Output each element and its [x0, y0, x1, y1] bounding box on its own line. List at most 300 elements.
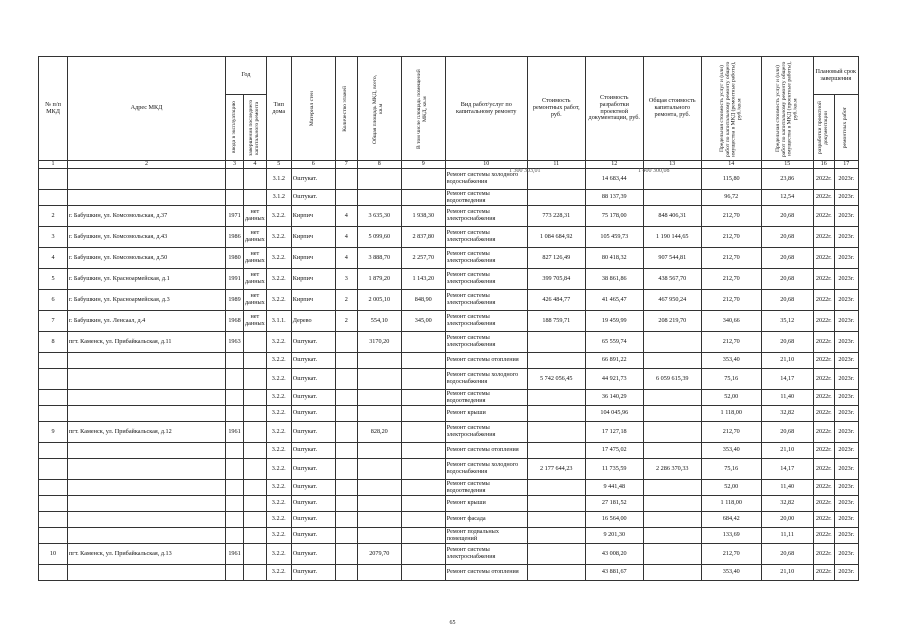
cell-work-cost — [527, 406, 585, 422]
cell-address: пгт. Каменск, ул. Прибайкальская, д.11 — [68, 332, 226, 353]
cell-premises-area — [401, 332, 445, 353]
cell-work-type: Ремонт подвальных помещений — [445, 528, 527, 544]
cell-last-repair-year — [244, 443, 267, 459]
col-number: 17 — [834, 161, 858, 169]
cell-address — [68, 353, 226, 369]
cell-last-repair-year — [244, 332, 267, 353]
cell-wall-material: Кирпич — [291, 290, 335, 311]
table-row — [39, 422, 859, 443]
cell-design-cost: 14 683,44 — [585, 169, 643, 190]
cell-commission-year — [226, 390, 244, 406]
cell-limit-design: 20,68 — [761, 227, 813, 248]
cell-design-cost: 9 441,48 — [585, 480, 643, 496]
cell-house-type: 3.2.2. — [266, 565, 291, 581]
cell-commission-year: 1961 — [226, 544, 244, 565]
cell-work-type: Ремонт системы электроснабжения — [445, 248, 527, 269]
cell-total-area: 828,20 — [357, 422, 401, 443]
cell-floors — [335, 422, 357, 443]
cell-wall-material: Оштукат. — [291, 406, 335, 422]
cell-work-type: Ремонт системы электроснабжения — [445, 290, 527, 311]
cell-design-cost: 38 861,86 — [585, 269, 643, 290]
cell-total-area: 554,10 — [357, 311, 401, 332]
cell-limit-repair: 212,70 — [701, 544, 761, 565]
cell-house-type: 3.1.2 — [266, 169, 291, 190]
cell-floors — [335, 390, 357, 406]
cell-limit-design: 32,82 — [761, 406, 813, 422]
cell-design-cost: 27 181,52 — [585, 496, 643, 512]
cell-total-cost: 848 406,31 — [643, 206, 701, 227]
cell-house-type: 3.2.2. — [266, 406, 291, 422]
cell-premises-area — [401, 459, 445, 480]
cell-limit-design: 20,68 — [761, 544, 813, 565]
col-number: 11 — [527, 161, 585, 169]
cell-term-repair: 2023г. — [834, 169, 858, 190]
cell-limit-design: 21,10 — [761, 353, 813, 369]
cell-term-repair: 2023г. — [834, 190, 858, 206]
cell-term-repair: 2023г. — [834, 332, 858, 353]
cell-work-cost — [527, 332, 585, 353]
cell-total-cost — [643, 528, 701, 544]
cell-premises-area — [401, 169, 445, 190]
cell-row-number — [39, 459, 68, 480]
cell-premises-area — [401, 480, 445, 496]
cell-total-cost: 467 950,24 — [643, 290, 701, 311]
cell-total-area: 2 005,10 — [357, 290, 401, 311]
cell-wall-material: Оштукат. — [291, 512, 335, 528]
cell-limit-design: 12,54 — [761, 190, 813, 206]
col-number: 6 — [291, 161, 335, 169]
cell-work-type: Ремонт системы электроснабжения — [445, 227, 527, 248]
cell-house-type: 3.2.2. — [266, 390, 291, 406]
cell-floors — [335, 332, 357, 353]
cell-total-area — [357, 353, 401, 369]
cell-wall-material: Кирпич — [291, 269, 335, 290]
cell-address — [68, 480, 226, 496]
cell-limit-design: 20,68 — [761, 206, 813, 227]
cell-design-cost: 105 459,73 — [585, 227, 643, 248]
cell-house-type: 3.2.2. — [266, 443, 291, 459]
cell-commission-year — [226, 353, 244, 369]
cell-total-area — [357, 390, 401, 406]
cell-total-cost: 2 286 370,33 — [643, 459, 701, 480]
cell-limit-repair: 115,80 — [701, 169, 761, 190]
cell-total-area: 2079,70 — [357, 544, 401, 565]
cell-limit-repair: 1 118,00 — [701, 496, 761, 512]
cell-design-cost: 11 735,59 — [585, 459, 643, 480]
cell-work-cost: 827 126,49 — [527, 248, 585, 269]
cell-design-cost: 104 045,96 — [585, 406, 643, 422]
cell-total-area: 1 879,20 — [357, 269, 401, 290]
cell-total-cost — [643, 496, 701, 512]
cell-commission-year: 1961 — [226, 422, 244, 443]
cell-work-type: Ремонт фасада — [445, 512, 527, 528]
cell-house-type: 3.2.2. — [266, 269, 291, 290]
cell-wall-material: Дерево — [291, 311, 335, 332]
col-number: 4 — [244, 161, 267, 169]
header-last-repair-year: завершения последнего капитального ремонта — [248, 99, 260, 156]
cell-floors: 4 — [335, 206, 357, 227]
cell-wall-material: Кирпич — [291, 206, 335, 227]
cell-limit-repair: 353,40 — [701, 443, 761, 459]
cell-term-repair: 2023г. — [834, 422, 858, 443]
cell-total-area — [357, 459, 401, 480]
cell-address — [68, 496, 226, 512]
cell-row-number — [39, 390, 68, 406]
header-limit-design: Предельная стоимость услуг и (или) работ по капитальному ремонту общего имущества в МКД (проектные работы), руб./кв.м — [774, 60, 799, 157]
cell-term-repair: 2023г. — [834, 206, 858, 227]
cell-design-cost: 17 475,02 — [585, 443, 643, 459]
cell-work-type: Ремонт системы электроснабжения — [445, 206, 527, 227]
cell-work-type: Ремонт системы холодного водоснабжения — [445, 369, 527, 390]
cell-work-cost: 426 484,77 — [527, 290, 585, 311]
cell-total-area — [357, 406, 401, 422]
cell-limit-repair: 212,70 — [701, 332, 761, 353]
cell-term-design: 2022г. — [813, 390, 834, 406]
cell-total-area: 3 635,30 — [357, 206, 401, 227]
col-number: 7 — [335, 161, 357, 169]
cell-last-repair-year — [244, 544, 267, 565]
header-design-cost: Стоимость разработки проектной документации, руб. — [585, 57, 643, 161]
cell-floors: 3 — [335, 269, 357, 290]
table-row — [39, 311, 859, 332]
cell-floors: 2 — [335, 290, 357, 311]
cell-wall-material: Оштукат. — [291, 332, 335, 353]
cell-premises-area — [401, 422, 445, 443]
cell-row-number: 10 — [39, 544, 68, 565]
cell-last-repair-year — [244, 353, 267, 369]
header-premises-area: В том числе площадь помещений МКД, кв.м — [416, 68, 429, 149]
cell-term-design: 2022г. — [813, 311, 834, 332]
cell-design-cost: 80 418,32 — [585, 248, 643, 269]
cell-last-repair-year: нет данных — [244, 206, 267, 227]
cell-wall-material: Оштукат. — [291, 369, 335, 390]
cell-term-repair: 2023г. — [834, 248, 858, 269]
cell-wall-material: Оштукат. — [291, 480, 335, 496]
cell-row-number — [39, 443, 68, 459]
cell-limit-design: 20,68 — [761, 269, 813, 290]
cell-term-design: 2022г. — [813, 443, 834, 459]
cell-work-type: Ремонт крыши — [445, 496, 527, 512]
header-row-number: № п/п МКД — [39, 57, 68, 161]
cell-work-type: Ремонт системы холодного водоснабжения — [445, 459, 527, 480]
cell-total-area — [357, 190, 401, 206]
cell-work-type: Ремонт системы водоотведения — [445, 390, 527, 406]
col-number: 2 — [68, 161, 226, 169]
cell-house-type: 3.2.2. — [266, 332, 291, 353]
cell-term-design: 2022г. — [813, 190, 834, 206]
cell-last-repair-year — [244, 169, 267, 190]
cell-total-area — [357, 443, 401, 459]
cell-last-repair-year — [244, 496, 267, 512]
cell-address: г. Бабушкин, ул. Комсомольская, д.43 — [68, 227, 226, 248]
cell-work-type: Ремонт системы холодного водоснабжения — [445, 169, 527, 190]
cell-house-type: 3.1.2 — [266, 190, 291, 206]
cell-total-cost — [643, 544, 701, 565]
cell-limit-design: 20,00 — [761, 512, 813, 528]
header-term-repair: ремонтных работ — [842, 106, 849, 149]
cell-last-repair-year — [244, 480, 267, 496]
cell-total-area — [357, 528, 401, 544]
table-row — [39, 544, 859, 565]
cell-total-cost — [643, 565, 701, 581]
cell-limit-repair: 212,70 — [701, 206, 761, 227]
cell-premises-area — [401, 565, 445, 581]
cell-term-repair: 2023г. — [834, 459, 858, 480]
cell-floors — [335, 443, 357, 459]
cell-floors: 4 — [335, 248, 357, 269]
cell-term-design: 2022г. — [813, 528, 834, 544]
cell-limit-design: 14,17 — [761, 369, 813, 390]
cell-term-repair: 2023г. — [834, 544, 858, 565]
cell-premises-area — [401, 369, 445, 390]
cell-work-type: Ремонт системы водоотведения — [445, 190, 527, 206]
cell-term-repair: 2023г. — [834, 496, 858, 512]
cell-limit-repair: 353,40 — [701, 565, 761, 581]
cell-work-cost — [527, 390, 585, 406]
cell-design-cost: 65 559,74 — [585, 332, 643, 353]
header-commission-year: ввода в эксплуатацию — [230, 101, 237, 154]
cell-limit-design: 20,68 — [761, 332, 813, 353]
cell-design-cost: 88 137,39 — [585, 190, 643, 206]
cell-commission-year: 1980 — [226, 248, 244, 269]
cell-work-type: Ремонт системы электроснабжения — [445, 544, 527, 565]
cell-address — [68, 512, 226, 528]
table-row — [39, 227, 859, 248]
cell-wall-material: Оштукат. — [291, 390, 335, 406]
cell-premises-area: 345,00 — [401, 311, 445, 332]
cell-wall-material: Оштукат. — [291, 443, 335, 459]
cell-house-type: 3.2.2. — [266, 248, 291, 269]
cell-wall-material: Оштукат. — [291, 496, 335, 512]
cell-term-repair: 2023г. — [834, 269, 858, 290]
cell-limit-repair: 133,69 — [701, 528, 761, 544]
header-total-area: Общая площадь МКД, всего, кв.м — [372, 73, 385, 144]
cell-premises-area — [401, 390, 445, 406]
cell-total-cost — [643, 353, 701, 369]
cell-work-cost — [527, 496, 585, 512]
cell-term-repair: 2023г. — [834, 565, 858, 581]
header-work-type: Вид работ/услуг по капитальному ремонту — [445, 57, 527, 161]
table-row — [39, 353, 859, 369]
cell-commission-year — [226, 528, 244, 544]
cell-term-design: 2022г. — [813, 422, 834, 443]
header-house-type: Тип дома — [266, 57, 291, 161]
cell-premises-area: 1 143,20 — [401, 269, 445, 290]
cell-address — [68, 528, 226, 544]
cell-term-repair: 2023г. — [834, 290, 858, 311]
cell-last-repair-year: нет данных — [244, 311, 267, 332]
cell-limit-design: 11,11 — [761, 528, 813, 544]
cell-limit-repair: 353,40 — [701, 353, 761, 369]
cell-wall-material: Оштукат. — [291, 459, 335, 480]
cell-row-number: 6 — [39, 290, 68, 311]
cell-term-repair: 2023г. — [834, 311, 858, 332]
cell-total-cost — [643, 480, 701, 496]
cell-limit-design: 32,82 — [761, 496, 813, 512]
cell-premises-area — [401, 512, 445, 528]
cell-address — [68, 459, 226, 480]
table-row — [39, 528, 859, 544]
cell-term-repair: 2023г. — [834, 227, 858, 248]
cell-last-repair-year — [244, 459, 267, 480]
table-row — [39, 406, 859, 422]
cell-wall-material: Кирпич — [291, 227, 335, 248]
cell-limit-repair: 1 118,00 — [701, 406, 761, 422]
cell-limit-repair: 52,00 — [701, 480, 761, 496]
cell-premises-area: 848,90 — [401, 290, 445, 311]
cell-premises-area — [401, 443, 445, 459]
cell-floors — [335, 169, 357, 190]
cell-address — [68, 190, 226, 206]
cell-work-type: Ремонт системы электроснабжения — [445, 422, 527, 443]
cell-total-area: 3170,20 — [357, 332, 401, 353]
cell-total-area: 5 099,60 — [357, 227, 401, 248]
cell-premises-area — [401, 528, 445, 544]
cell-work-cost — [527, 443, 585, 459]
cell-total-cost: 1 190 144,65 — [643, 227, 701, 248]
table-row — [39, 332, 859, 353]
cell-design-cost: 19 459,99 — [585, 311, 643, 332]
cell-limit-design: 11,40 — [761, 390, 813, 406]
cell-total-cost: 907 544,81 — [643, 248, 701, 269]
cell-term-design: 2022г. — [813, 290, 834, 311]
table-row — [39, 512, 859, 528]
cell-limit-repair: 340,66 — [701, 311, 761, 332]
cell-total-cost: 6 059 615,39 — [643, 369, 701, 390]
cell-premises-area — [401, 406, 445, 422]
cell-address: пгт. Каменск, ул. Прибайкальская, д.12 — [68, 422, 226, 443]
cell-wall-material: Кирпич — [291, 248, 335, 269]
cell-premises-area: 1 938,30 — [401, 206, 445, 227]
cell-term-repair: 2023г. — [834, 528, 858, 544]
cell-floors — [335, 190, 357, 206]
cell-address — [68, 369, 226, 390]
cell-work-cost — [527, 422, 585, 443]
table-row — [39, 190, 859, 206]
cell-address: г. Бабушкин, ул. Комсомольская, д.37 — [68, 206, 226, 227]
cell-work-cost — [527, 528, 585, 544]
header-term-group: Плановый срок завершения — [813, 57, 858, 95]
table-row — [39, 496, 859, 512]
cell-term-design: 2022г. — [813, 269, 834, 290]
cell-work-cost — [527, 353, 585, 369]
cell-wall-material: Оштукат. — [291, 544, 335, 565]
table-row — [39, 480, 859, 496]
cell-total-area — [357, 480, 401, 496]
table-body — [39, 169, 859, 581]
cell-limit-design: 23,86 — [761, 169, 813, 190]
cell-term-design: 2022г. — [813, 544, 834, 565]
cell-last-repair-year — [244, 528, 267, 544]
cell-term-design: 2022г. — [813, 406, 834, 422]
cell-total-cost — [643, 406, 701, 422]
cell-commission-year — [226, 443, 244, 459]
cell-limit-repair: 212,70 — [701, 269, 761, 290]
cell-term-repair: 2023г. — [834, 390, 858, 406]
cell-total-cost — [643, 390, 701, 406]
cell-work-cost — [527, 512, 585, 528]
header-address: Адрес МКД — [68, 57, 226, 161]
cell-limit-repair: 212,70 — [701, 290, 761, 311]
cell-total-cost: 208 219,70 — [643, 311, 701, 332]
cell-work-cost — [527, 480, 585, 496]
cell-wall-material: Оштукат. — [291, 169, 335, 190]
cell-address: г. Бабушкин, ул. Красноармейская, д.3 — [68, 290, 226, 311]
cell-address: г. Бабушкин, ул. Ленсаал, д.4 — [68, 311, 226, 332]
cell-address: пгт. Каменск, ул. Прибайкальская, д.13 — [68, 544, 226, 565]
cell-term-repair: 2023г. — [834, 512, 858, 528]
cell-limit-repair: 684,42 — [701, 512, 761, 528]
cut-off-value: 1 400 300,08 — [638, 168, 670, 174]
cell-premises-area: 2 257,70 — [401, 248, 445, 269]
cell-term-design: 2022г. — [813, 480, 834, 496]
cell-term-design: 2022г. — [813, 248, 834, 269]
capital-repair-table — [38, 56, 859, 581]
cell-row-number — [39, 496, 68, 512]
cell-floors — [335, 565, 357, 581]
cell-house-type: 3.2.2. — [266, 528, 291, 544]
cell-address: г. Бабушкин, ул. Красноармейская, д.1 — [68, 269, 226, 290]
cell-term-repair: 2023г. — [834, 353, 858, 369]
column-number-row — [39, 161, 859, 169]
cell-row-number: 7 — [39, 311, 68, 332]
cell-total-area — [357, 565, 401, 581]
cell-floors — [335, 406, 357, 422]
cell-house-type: 3.2.2. — [266, 206, 291, 227]
cell-wall-material: Оштукат. — [291, 190, 335, 206]
cell-limit-repair: 52,00 — [701, 390, 761, 406]
cell-commission-year: 1991 — [226, 269, 244, 290]
cell-last-repair-year — [244, 422, 267, 443]
cell-term-design: 2022г. — [813, 369, 834, 390]
cell-term-repair: 2023г. — [834, 480, 858, 496]
cell-work-cost: 5 742 056,45 — [527, 369, 585, 390]
header-term-design: разработки проектной документации — [816, 101, 829, 154]
cell-total-area: 3 888,70 — [357, 248, 401, 269]
cell-work-cost — [527, 544, 585, 565]
col-number: 12 — [585, 161, 643, 169]
cell-limit-design: 20,68 — [761, 422, 813, 443]
cell-row-number — [39, 565, 68, 581]
cell-design-cost: 44 921,73 — [585, 369, 643, 390]
table-row — [39, 369, 859, 390]
col-number: 14 — [701, 161, 761, 169]
cell-wall-material: Оштукат. — [291, 353, 335, 369]
cell-row-number — [39, 512, 68, 528]
cell-floors — [335, 369, 357, 390]
cell-house-type: 3.2.2. — [266, 496, 291, 512]
cell-last-repair-year: нет данных — [244, 269, 267, 290]
cell-term-design: 2022г. — [813, 353, 834, 369]
cell-wall-material: Оштукат. — [291, 565, 335, 581]
cell-address — [68, 565, 226, 581]
cell-total-cost — [643, 443, 701, 459]
col-number: 8 — [357, 161, 401, 169]
cell-house-type: 3.2.2. — [266, 512, 291, 528]
cell-last-repair-year: нет данных — [244, 290, 267, 311]
cell-row-number: 4 — [39, 248, 68, 269]
table-row — [39, 443, 859, 459]
cell-commission-year — [226, 406, 244, 422]
header-work-cost: Стоимость ремонтных работ, руб. — [527, 57, 585, 161]
cell-house-type: 3.2.2. — [266, 369, 291, 390]
table-row — [39, 169, 859, 190]
cell-total-cost — [643, 332, 701, 353]
cell-work-cost — [527, 565, 585, 581]
header-year-group: Год — [226, 57, 267, 95]
page-number: 65 — [449, 620, 456, 626]
cell-wall-material: Оштукат. — [291, 422, 335, 443]
